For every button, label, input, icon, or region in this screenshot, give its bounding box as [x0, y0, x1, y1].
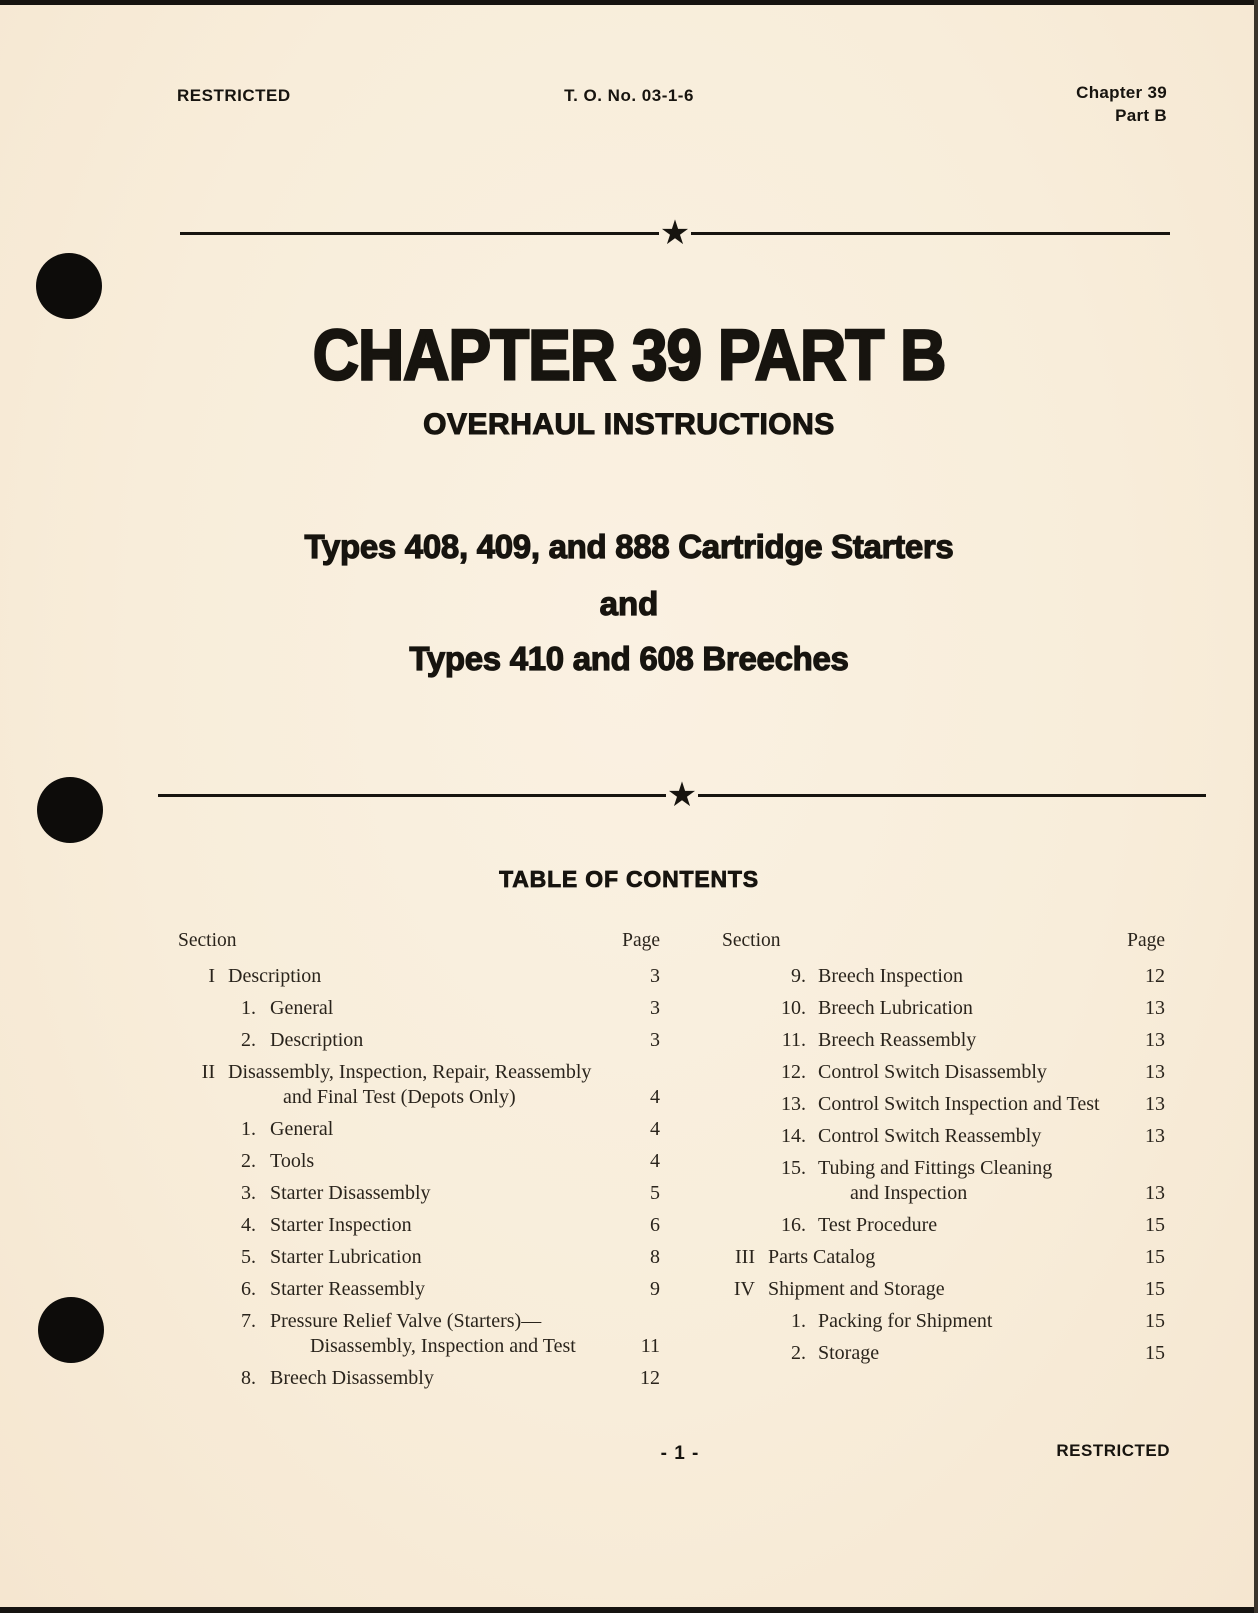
- toc-entry-number: 16.: [781, 1214, 806, 1236]
- toc-entry-title-line: Breech Inspection: [818, 965, 963, 987]
- toc-entry: [178, 1278, 660, 1300]
- toc-entry-title: [228, 1061, 642, 1108]
- toc-entry-title: [768, 1278, 1137, 1300]
- star-icon: ★: [666, 775, 698, 815]
- divider-rule: [158, 794, 666, 797]
- toc-entry-number: 1.: [241, 997, 256, 1019]
- toc-entry-title-line: and Inspection: [850, 1182, 968, 1204]
- toc-entry-page-number: 5: [650, 1182, 660, 1204]
- toc-column-header: [178, 930, 660, 952]
- toc-entry-title-line: Pressure Relief Valve (Starters)—: [270, 1310, 542, 1332]
- toc-entry-page-number: 12: [640, 1367, 660, 1389]
- toc-entry-title-line: Breech Disassembly: [270, 1367, 434, 1389]
- toc-entries-right: [710, 965, 1165, 1364]
- toc-entry-title: [818, 1342, 1137, 1364]
- toc-entry-title: [818, 1125, 1137, 1147]
- header-to-number: T. O. No. 03-1-6: [564, 86, 694, 105]
- toc-page-label: Page: [622, 930, 660, 951]
- divider-rule: [180, 232, 659, 235]
- toc-section-label: Section: [722, 930, 781, 951]
- toc-entry-number: 2.: [241, 1029, 256, 1051]
- header-chapter-line2: Part B: [1115, 106, 1167, 125]
- toc-entry-title-line: Breech Reassembly: [818, 1029, 977, 1051]
- toc-entry-title-line: and Final Test (Depots Only): [283, 1086, 516, 1108]
- toc-entry-page-number: 9: [650, 1278, 660, 1300]
- toc-entry: [710, 1125, 1165, 1147]
- toc-entry-page-number: 15: [1145, 1310, 1165, 1332]
- star-divider-top: [180, 215, 1170, 251]
- toc-entry-title-line: Description: [270, 1029, 364, 1051]
- toc-entry: [710, 1214, 1165, 1236]
- toc-entry-title-line: Breech Lubrication: [818, 997, 973, 1019]
- toc-entry-title: [270, 1150, 642, 1172]
- toc-entry-number: 12.: [781, 1061, 806, 1083]
- toc-entry-title-line: Starter Inspection: [270, 1214, 412, 1236]
- toc-entry-title: [818, 1310, 1137, 1332]
- toc-entry-page-number: 13: [1145, 1061, 1165, 1083]
- divider-rule: [698, 794, 1206, 797]
- subject-line-1: Types 408, 409, and 888 Cartridge Starters: [304, 528, 954, 565]
- toc-entry-page-number: 12: [1145, 965, 1165, 987]
- toc-entry-number: 9.: [791, 965, 806, 987]
- toc-entry-number: 10.: [781, 997, 806, 1019]
- toc-entry-number: 6.: [241, 1278, 256, 1300]
- toc-entry-title-line: Disassembly, Inspection, Repair, Reassembly: [228, 1061, 592, 1083]
- toc-entry: [710, 1061, 1165, 1083]
- toc-entry-title-line: Starter Lubrication: [270, 1246, 422, 1268]
- toc-entry-title: [768, 1246, 1137, 1268]
- toc-entry-number: 3.: [241, 1182, 256, 1204]
- toc-entry-page-number: 15: [1145, 1214, 1165, 1236]
- toc-heading: TABLE OF CONTENTS: [499, 866, 759, 892]
- toc-entry-title-line: Storage: [818, 1342, 880, 1364]
- toc-entry-title: [270, 1182, 642, 1204]
- toc-column-header: [710, 930, 1165, 952]
- scan-edge-right: [1254, 0, 1258, 1613]
- toc-entry-page-number: 13: [1145, 1093, 1165, 1115]
- toc-entry-title-line: Tubing and Fittings Cleaning: [818, 1157, 1053, 1179]
- toc-entry: [710, 997, 1165, 1019]
- star-icon: ★: [659, 213, 691, 253]
- toc-entry-title: [270, 997, 642, 1019]
- toc-entry-page-number: 3: [650, 965, 660, 987]
- toc-entry-page-number: 4: [650, 1150, 660, 1172]
- divider-rule: [691, 232, 1170, 235]
- toc-page-label: Page: [1127, 930, 1165, 951]
- toc-entry: [710, 1157, 1165, 1204]
- toc-column-right: [710, 930, 1165, 1374]
- toc-entry: [178, 1182, 660, 1204]
- toc-entry-title-line: Packing for Shipment: [818, 1310, 993, 1332]
- toc-entry-page-number: 8: [650, 1246, 660, 1268]
- header-chapter-line1: Chapter 39: [1076, 83, 1167, 102]
- toc-entry-title-line: Starter Reassembly: [270, 1278, 425, 1300]
- header-classification: RESTRICTED: [177, 86, 291, 105]
- page-subtitle: OVERHAUL INSTRUCTIONS: [423, 408, 835, 441]
- punch-hole: [38, 1297, 104, 1363]
- toc-entry-title-line: Test Procedure: [818, 1214, 938, 1236]
- toc-entry: [710, 1278, 1165, 1300]
- toc-entry-number: 1.: [241, 1118, 256, 1140]
- toc-entry-title: [818, 1214, 1137, 1236]
- subject-line-3: Types 410 and 608 Breeches: [409, 640, 849, 677]
- toc-entry-page-number: 13: [1145, 1125, 1165, 1147]
- toc-column-left: [178, 930, 660, 1399]
- punch-hole: [37, 777, 103, 843]
- toc-entry: [710, 1029, 1165, 1051]
- toc-entry-number: 2.: [791, 1342, 806, 1364]
- toc-entry-number: 7.: [241, 1310, 256, 1332]
- toc-entry-title: [818, 1029, 1137, 1051]
- toc-entry-title: [228, 965, 642, 987]
- scan-edge-top: [0, 0, 1258, 5]
- toc-entry: [178, 1061, 660, 1108]
- toc-entry-number: 15.: [781, 1157, 806, 1179]
- toc-entry-number: IV: [733, 1278, 755, 1300]
- toc-entry: [178, 1150, 660, 1172]
- toc-entry-title-line: General: [270, 997, 334, 1019]
- toc-entry-title-line: Control Switch Disassembly: [818, 1061, 1047, 1083]
- toc-entry-title: [270, 1278, 642, 1300]
- toc-entry-number: 13.: [781, 1093, 806, 1115]
- scan-edge-bottom: [0, 1607, 1258, 1613]
- toc-entry-number: 11.: [781, 1029, 806, 1051]
- toc-entry-title: [818, 965, 1137, 987]
- toc-entry-page-number: 13: [1145, 1029, 1165, 1051]
- toc-section-label: Section: [178, 930, 237, 951]
- toc-entry-page-number: 3: [650, 997, 660, 1019]
- toc-entry: [178, 1367, 660, 1389]
- toc-entry-number: II: [201, 1061, 215, 1083]
- toc-entry: [710, 965, 1165, 987]
- toc-entry-page-number: 4: [650, 1086, 660, 1108]
- toc-entry-page-number: 13: [1145, 1182, 1165, 1204]
- toc-entry-title: [270, 1118, 642, 1140]
- toc-entry: [178, 965, 660, 987]
- toc-entry-title-line: Control Switch Inspection and Test: [818, 1093, 1100, 1115]
- header-chapter: [1076, 81, 1167, 127]
- toc-entry-title-line: Control Switch Reassembly: [818, 1125, 1042, 1147]
- toc-entry-page-number: 6: [650, 1214, 660, 1236]
- page-title: CHAPTER 39 PART B: [312, 314, 946, 396]
- toc-entry-title: [270, 1310, 633, 1357]
- toc-entry-title-line: Description: [228, 965, 322, 987]
- toc-entry-title: [270, 1214, 642, 1236]
- toc-entry-title: [270, 1029, 642, 1051]
- toc-entry: [710, 1310, 1165, 1332]
- toc-entry-number: 8.: [241, 1367, 256, 1389]
- toc-entry-page-number: 4: [650, 1118, 660, 1140]
- toc-entry-page-number: 15: [1145, 1342, 1165, 1364]
- punch-hole: [36, 253, 102, 319]
- toc-entry-title: [818, 1061, 1137, 1083]
- toc-entry-number: 5.: [241, 1246, 256, 1268]
- toc-entry-title: [818, 997, 1137, 1019]
- toc-entry-title-line: Parts Catalog: [768, 1246, 876, 1268]
- toc-entry: [178, 1214, 660, 1236]
- toc-entry-page-number: 13: [1145, 997, 1165, 1019]
- toc-entry-number: 4.: [241, 1214, 256, 1236]
- toc-entry: [178, 1029, 660, 1051]
- toc-entry: [178, 997, 660, 1019]
- toc-entry-page-number: 11: [640, 1335, 660, 1357]
- toc-entry: [178, 1310, 660, 1357]
- toc-entry-title: [818, 1157, 1137, 1204]
- toc-entry-number: 2.: [241, 1150, 256, 1172]
- toc-entry-title-line: Disassembly, Inspection and Test: [310, 1335, 576, 1357]
- toc-entry-page-number: 15: [1145, 1246, 1165, 1268]
- toc-entry: [178, 1118, 660, 1140]
- toc-entry-number: I: [208, 965, 215, 987]
- toc-entry-title: [818, 1093, 1137, 1115]
- toc-entry-number: 1.: [791, 1310, 806, 1332]
- toc-entry-number: 14.: [781, 1125, 806, 1147]
- toc-entry-page-number: 3: [650, 1029, 660, 1051]
- footer-classification: RESTRICTED: [1056, 1441, 1170, 1460]
- toc-entry-title-line: Tools: [270, 1150, 315, 1172]
- toc-entry: [710, 1093, 1165, 1115]
- folio-page-number: - 1 -: [660, 1443, 700, 1464]
- toc-entry: [710, 1246, 1165, 1268]
- star-divider-bottom: [158, 777, 1206, 813]
- toc-entry-title-line: General: [270, 1118, 334, 1140]
- toc-entry-title: [270, 1246, 642, 1268]
- toc-entry-title-line: Shipment and Storage: [768, 1278, 945, 1300]
- subject-line-2: and: [599, 585, 659, 622]
- toc-entry: [178, 1246, 660, 1268]
- toc-entry-title: [270, 1367, 632, 1389]
- toc-entry-number: III: [735, 1246, 755, 1268]
- toc-entry-page-number: 15: [1145, 1278, 1165, 1300]
- toc-entry-title-line: Starter Disassembly: [270, 1182, 431, 1204]
- toc-entry: [710, 1342, 1165, 1364]
- toc-entries-left: [178, 965, 660, 1389]
